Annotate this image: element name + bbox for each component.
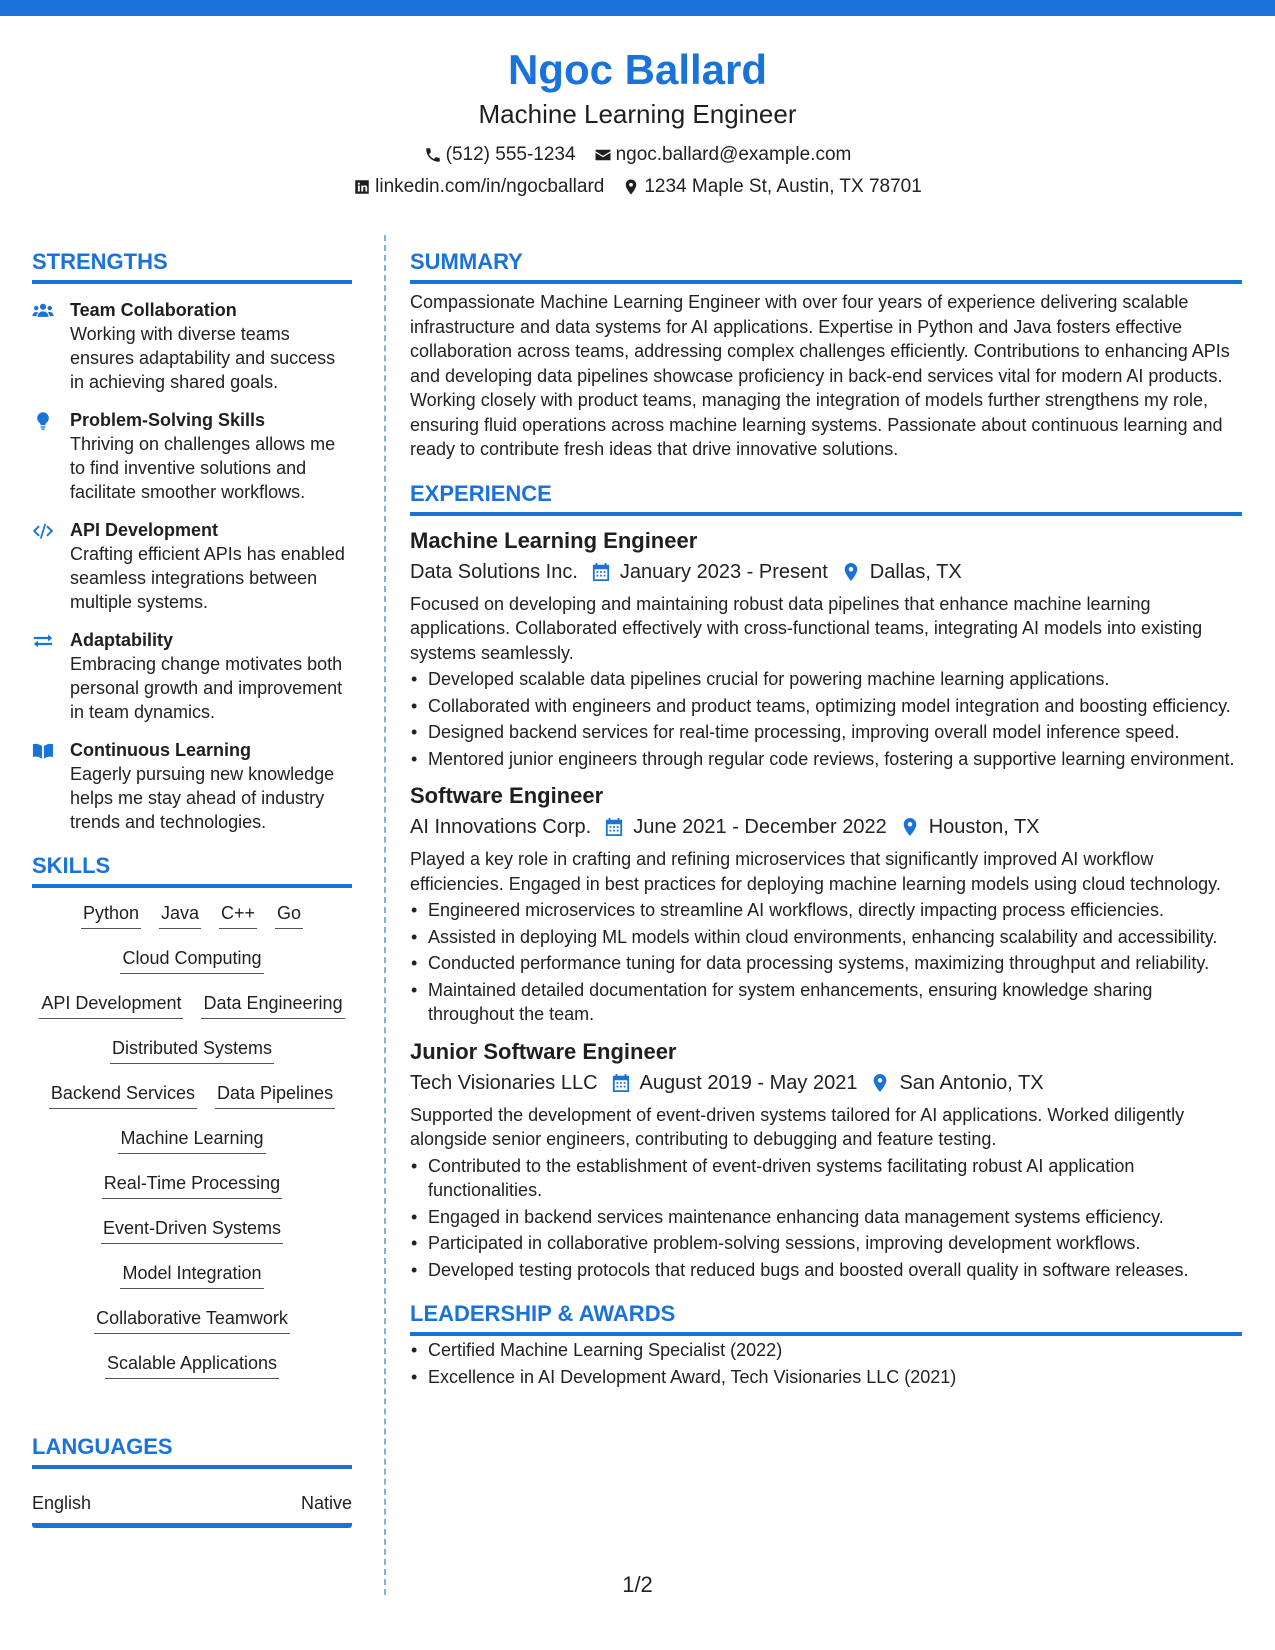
list-item: • Excellence in AI Development Award, Tech Visionaries LLC (2021) xyxy=(410,1365,1242,1390)
arrows-exchange-icon xyxy=(32,631,54,651)
skill-row xyxy=(32,1350,352,1395)
strength-title: API Development xyxy=(70,520,219,540)
book-open-icon xyxy=(32,741,54,761)
skill-tag: Real-Time Processing xyxy=(102,1170,282,1199)
phone-icon xyxy=(424,146,442,164)
strength-description: Crafting efficient APIs has enabled seamless integrations between multiple systems. xyxy=(70,544,345,612)
right-column xyxy=(410,248,1242,1391)
job-company: Data Solutions Inc. xyxy=(410,560,578,583)
skills-list xyxy=(32,900,352,1395)
job-bullets xyxy=(410,1154,1242,1283)
list-item: • Collaborated with engineers and product teams, optimizing model integration and boosting efficiency. xyxy=(410,694,1242,719)
strength-item xyxy=(32,628,352,724)
job-description: Supported the development of event-driven systems tailored for AI applications. Worked diligently alongside senior engineers, contributing to debugging and feature testing. xyxy=(410,1104,1185,1149)
skill-row xyxy=(32,1260,352,1305)
map-pin-icon xyxy=(622,178,640,196)
job-bullets xyxy=(410,898,1242,1027)
code-icon xyxy=(32,521,54,541)
list-item: • Developed scalable data pipelines crucial for powering machine learning applications. xyxy=(410,667,1242,692)
list-item: • Developed testing protocols that reduced bugs and boosted overall quality in software releases. xyxy=(410,1258,1242,1283)
strength-description: Embracing change motivates both personal growth and improvement in team dynamics. xyxy=(70,654,343,722)
job-location: Houston, TX xyxy=(928,816,1040,838)
column-divider xyxy=(384,235,386,1595)
skill-tag: Backend Services xyxy=(49,1080,197,1109)
skill-tag: C++ xyxy=(219,900,257,929)
candidate-title: Machine Learning Engineer xyxy=(478,99,797,129)
strength-item xyxy=(32,298,352,394)
phone-contact xyxy=(424,142,576,168)
list-item: • Certified Machine Learning Specialist (2022) xyxy=(410,1338,1242,1363)
job-dates: January 2023 - Present xyxy=(619,560,828,583)
job-location: San Antonio, TX xyxy=(899,1071,1044,1094)
calendar-icon xyxy=(592,562,610,582)
skill-tag: Data Pipelines xyxy=(215,1080,335,1109)
strength-item xyxy=(32,408,352,504)
strength-title: Continuous Learning xyxy=(70,740,251,760)
map-pin-icon xyxy=(842,562,860,582)
email-contact[interactable] xyxy=(594,142,852,168)
job-company: AI Innovations Corp. xyxy=(410,816,592,838)
page-number: 1/2 xyxy=(622,1572,653,1597)
languages-heading: LANGUAGES xyxy=(32,1433,352,1469)
language-name: English xyxy=(32,1493,92,1513)
job-entry xyxy=(410,1037,1242,1283)
language-level: Native xyxy=(300,1493,352,1513)
job-location: Dallas, TX xyxy=(869,560,962,583)
linkedin-text[interactable]: linkedin.com/in/ngocballard xyxy=(375,176,605,197)
strengths-heading: STRENGTHS xyxy=(32,248,352,284)
resume-header xyxy=(0,44,1275,200)
skill-row xyxy=(32,1215,352,1260)
left-column xyxy=(32,248,352,1528)
strengths-list xyxy=(32,298,352,834)
skill-row xyxy=(32,1080,352,1125)
job-dates: June 2021 - December 2022 xyxy=(633,816,887,838)
map-pin-icon xyxy=(901,817,919,837)
strength-item xyxy=(32,738,352,834)
leadership-list xyxy=(410,1338,1242,1389)
skill-row xyxy=(32,945,352,990)
list-item: • Designed backend services for real-time processing, improving overall model inference speed. xyxy=(410,720,1242,745)
job-title: Machine Learning Engineer xyxy=(410,527,698,553)
job-entry xyxy=(410,781,1242,1027)
skill-tag: API Development xyxy=(39,990,183,1019)
lightbulb-icon xyxy=(32,411,54,431)
skill-tag: Machine Learning xyxy=(118,1125,265,1154)
skill-tag: Scalable Applications xyxy=(105,1350,279,1379)
job-company: Tech Visionaries LLC xyxy=(410,1071,598,1094)
strength-title: Problem-Solving Skills xyxy=(70,410,266,430)
job-meta xyxy=(410,1069,1242,1097)
job-title: Junior Software Engineer xyxy=(410,1038,677,1064)
skill-tag: Python xyxy=(81,900,141,929)
job-title: Software Engineer xyxy=(410,783,604,808)
calendar-icon xyxy=(612,1073,630,1093)
language-row xyxy=(32,1491,352,1528)
skill-tag: Distributed Systems xyxy=(110,1035,274,1064)
skill-row xyxy=(32,1170,352,1215)
skill-row xyxy=(32,1305,352,1350)
list-item: • Assisted in deploying ML models within cloud environments, enhancing scalability and accessibility. xyxy=(410,925,1242,950)
linkedin-icon xyxy=(353,178,371,196)
job-description: Focused on developing and maintaining robust data pipelines that enhance machine learning applications. Collaborated effectively with cross-functional teams, integrating AI models into existing systems seamlessly. xyxy=(410,593,1203,663)
users-icon xyxy=(32,301,54,321)
skill-tag: Model Integration xyxy=(120,1260,263,1289)
skill-tag: Java xyxy=(159,900,201,929)
strength-description: Working with diverse teams ensures adaptability and success in achieving shared goals. xyxy=(70,324,336,392)
skills-heading: SKILLS xyxy=(32,852,352,888)
leadership-heading: LEADERSHIP & AWARDS xyxy=(410,1300,1242,1336)
contact-line-1 xyxy=(0,142,1275,168)
job-meta xyxy=(410,813,1242,841)
experience-heading: EXPERIENCE xyxy=(410,480,1242,516)
skill-row xyxy=(32,1035,352,1080)
strength-title: Team Collaboration xyxy=(70,300,237,320)
list-item: • Mentored junior engineers through regular code reviews, fostering a supportive learning environment. xyxy=(410,747,1242,772)
list-item: • Conducted performance tuning for data processing systems, maximizing throughput and reliability. xyxy=(410,951,1242,976)
top-accent-bar xyxy=(0,0,1275,16)
contact-line-2 xyxy=(0,174,1275,200)
list-item: • Engaged in backend services maintenance enhancing data management systems efficiency. xyxy=(410,1205,1242,1230)
skill-tag: Data Engineering xyxy=(201,990,344,1019)
job-dates: August 2019 - May 2021 xyxy=(639,1071,858,1094)
candidate-name: Ngoc Ballard xyxy=(507,46,768,93)
address-text: 1234 Maple St, Austin, TX 78701 xyxy=(644,176,922,197)
skill-row xyxy=(32,990,352,1035)
job-description: Played a key role in crafting and refining microservices that significantly improved AI workflow efficiencies. Engaged in best practices for deploying machine learning models using cloud technology. xyxy=(410,849,1221,894)
list-item: • Engineered microservices to streamline AI workflows, directly impacting process efficiencies. xyxy=(410,898,1242,923)
skill-tag: Event-Driven Systems xyxy=(101,1215,283,1244)
strength-title: Adaptability xyxy=(70,630,174,650)
summary-text: Compassionate Machine Learning Engineer with over four years of experience delivering scalable infrastructure and data systems for AI applications. Expertise in Python and Java fosters effective collaboration across teams, addressing complex challenges efficiently. Contributions to enhancing APIs and developing data pipelines showcase proficiency in back-end services vital for modern AI products. Working closely with product teams, managing the integration of models further strengthens my role, ensuring fluid operations across machine learning systems. Passionate about continuous learning and ready to contribute fresh ideas that drive innovative solutions. xyxy=(410,292,1230,459)
email-text[interactable]: ngoc.ballard@example.com xyxy=(615,144,852,165)
job-bullets xyxy=(410,667,1242,771)
list-item: • Maintained detailed documentation for system enhancements, ensuring knowledge sharing throughout the team. xyxy=(410,978,1242,1027)
strength-item xyxy=(32,518,352,614)
envelope-icon xyxy=(594,146,612,164)
address-contact xyxy=(622,174,921,200)
summary-heading: SUMMARY xyxy=(410,248,1242,284)
phone-text: (512) 555-1234 xyxy=(445,144,576,165)
list-item: • Contributed to the establishment of event-driven systems facilitating robust AI application functionalities. xyxy=(410,1154,1242,1203)
linkedin-contact[interactable] xyxy=(353,174,604,200)
calendar-icon xyxy=(605,817,623,837)
strength-description: Thriving on challenges allows me to find inventive solutions and facilitate smoother workflows. xyxy=(70,434,336,502)
job-entry xyxy=(410,526,1242,772)
job-meta xyxy=(410,558,1242,586)
list-item: • Participated in collaborative problem-solving sessions, improving development workflows. xyxy=(410,1231,1242,1256)
skill-tag: Collaborative Teamwork xyxy=(94,1305,290,1334)
skill-row xyxy=(32,1125,352,1170)
skill-tag: Cloud Computing xyxy=(120,945,263,974)
skill-row xyxy=(32,900,352,945)
skill-tag: Go xyxy=(275,900,303,929)
map-pin-icon xyxy=(871,1073,889,1093)
strength-description: Eagerly pursuing new knowledge helps me stay ahead of industry trends and technologies. xyxy=(70,764,335,832)
